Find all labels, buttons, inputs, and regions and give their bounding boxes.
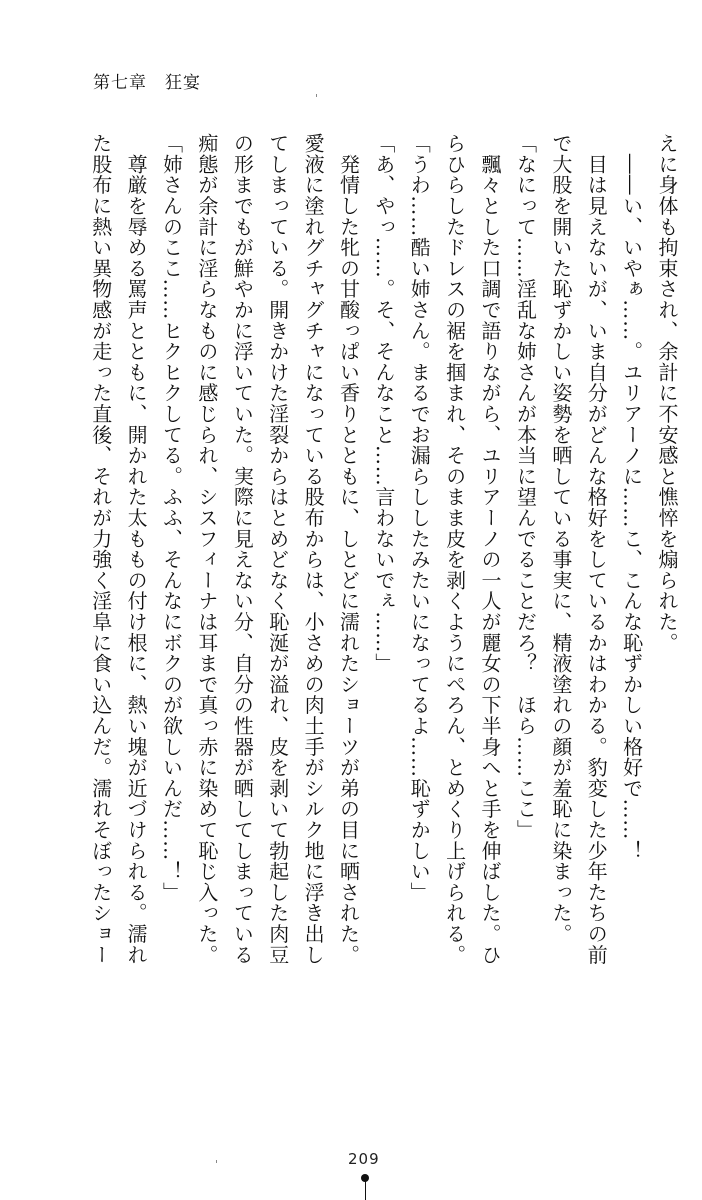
text-line: の形までもが鮮やかに浮いていた。実際に見えない分、自分の性器が晒してしまっている xyxy=(230,133,255,965)
page-number: 209 xyxy=(348,1150,380,1168)
text-line: 愛液に塗れグチャグチャになっている股布からは、小さめの肉土手がシルク地に浮き出し xyxy=(301,133,326,965)
text-line: えに身体も拘束され、余計に不安感と憔悴を煽られた。 xyxy=(655,133,679,653)
text-line: 尊厳を辱める罵声とともに、開かれた太ももの付け根に、熱い塊が近づけられる。濡れ xyxy=(124,133,149,965)
text-line: で大股を開いた恥ずかしい姿勢を晒している事実に、精液塗れの顔が羞恥に染まった。 xyxy=(548,133,573,945)
text-line: 「あ、やっ……。そ、そんなこと……言わないでぇ……」 xyxy=(371,133,396,674)
text-line: 「なにって……淫乱な姉さんが本当に望んでることだろ？ ほら……ここ」 xyxy=(513,133,538,841)
page-marker-line xyxy=(365,1180,366,1200)
text-line: 「うわ……酷い姉さん。まるでお漏らししたみたいになってるよ……恥ずかしい」 xyxy=(407,133,432,903)
body-text xyxy=(82,133,684,1013)
trim-mark xyxy=(216,1160,217,1163)
text-line: ――い、いやぁ……。ユリアーノに……こ、こんな恥ずかしい格好で……！ xyxy=(619,133,644,861)
text-line: た股布に熱い異物感が走った直後、それが力強く淫阜に食い込んだ。濡れそぼったショー xyxy=(88,133,113,965)
text-line: てしまっている。開きかけた淫裂からはとめどなく恥涎が溢れ、皮を剥いて勃起した肉豆 xyxy=(265,133,290,965)
chapter-header: 第七章 狂宴 xyxy=(93,73,201,93)
trim-mark xyxy=(316,94,317,97)
text-line: らひらしたドレスの裾を掴まれ、そのまま皮を剥くようにぺろん、とめくり上げられる。 xyxy=(442,133,467,965)
text-line: 飄々とした口調で語りながら、ユリアーノの一人が麗女の下半身へと手を伸ばした。ひ xyxy=(478,133,503,965)
text-line: 痴態が余計に淫らなものに感じられ、シスフィーナは耳まで真っ赤に染めて恥じ入った。 xyxy=(194,133,219,965)
text-line: 「姉さんのここ……ヒクヒクしてる。ふふ、そんなにボクのが欲しいんだ……！」 xyxy=(159,133,184,903)
text-line: 目は見えないが、いま自分がどんな格好をしているかはわかる。豹変した少年たちの前 xyxy=(584,133,609,965)
text-line: 発情した牝の甘酸っぱい香りとともに、しとどに濡れたショーツが弟の目に晒された。 xyxy=(336,133,361,965)
